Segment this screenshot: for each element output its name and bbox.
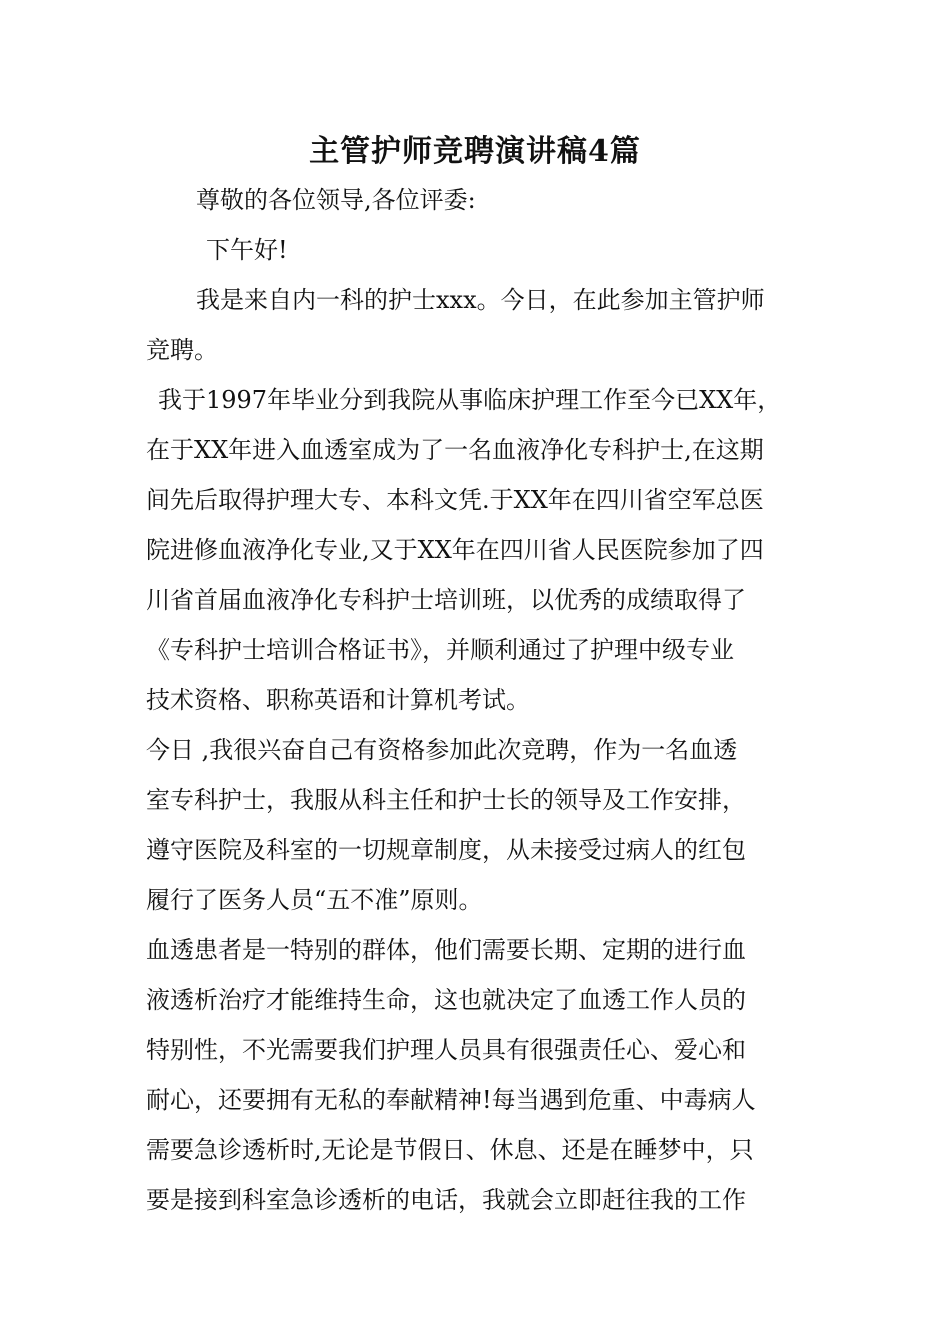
paragraph-line: 川省首届血液净化专科护士培训班，以优秀的成绩取得了 xyxy=(146,586,746,614)
paragraph-line: 我于1997年毕业分到我院从事临床护理工作至今已XX年， xyxy=(158,386,782,414)
paragraph-line: 耐心，还要拥有无私的奉献精神!每当遇到危重、中毒病人 xyxy=(146,1086,756,1114)
paragraph-line: 特别性，不光需要我们护理人员具有很强责任心、爱心和 xyxy=(146,1036,746,1064)
paragraph-line: 液透析治疗才能维持生命，这也就决定了血透工作人员的 xyxy=(146,986,746,1014)
paragraph-line: 要是接到科室急诊透析的电话，我就会立即赶往我的工作 xyxy=(146,1186,746,1214)
paragraph-line: 血透患者是一特别的群体，他们需要长期、定期的进行血 xyxy=(146,936,746,964)
paragraph-line: 遵守医院及科室的一切规章制度，从未接受过病人的红包 xyxy=(146,836,746,864)
document-title: 主管护师竞聘演讲稿4篇 xyxy=(309,134,641,169)
salutation-line: 尊敬的各位领导,各位评委: xyxy=(196,186,476,214)
paragraph-line: 在于XX年进入血透室成为了一名血液净化专科护士,在这期 xyxy=(146,436,764,464)
paragraph-line: 《专科护士培训合格证书》，并顺利通过了护理中级专业 xyxy=(146,636,734,664)
paragraph-line: 室专科护士，我服从科主任和护士长的领导及工作安排， xyxy=(146,786,746,814)
paragraph-line: 竞聘。 xyxy=(146,336,218,364)
paragraph-line: 间先后取得护理大专、本科文凭.于XX年在四川省空军总医 xyxy=(146,486,764,514)
paragraph-line: 需要急诊透析时,无论是节假日、休息、还是在睡梦中，只 xyxy=(146,1136,754,1164)
paragraph-line: 履行了医务人员“五不准”原则。 xyxy=(146,886,483,914)
greeting-line: 下午好! xyxy=(206,236,288,264)
paragraph-line: 今日 ,我很兴奋自己有资格参加此次竞聘，作为一名血透 xyxy=(146,736,738,764)
paragraph-line: 我是来自内一科的护士xxx。今日，在此参加主管护师 xyxy=(196,286,765,314)
paragraph-line: 技术资格、职称英语和计算机考试。 xyxy=(146,686,530,714)
paragraph-line: 院进修血液净化专业,又于XX年在四川省人民医院参加了四 xyxy=(146,536,764,564)
